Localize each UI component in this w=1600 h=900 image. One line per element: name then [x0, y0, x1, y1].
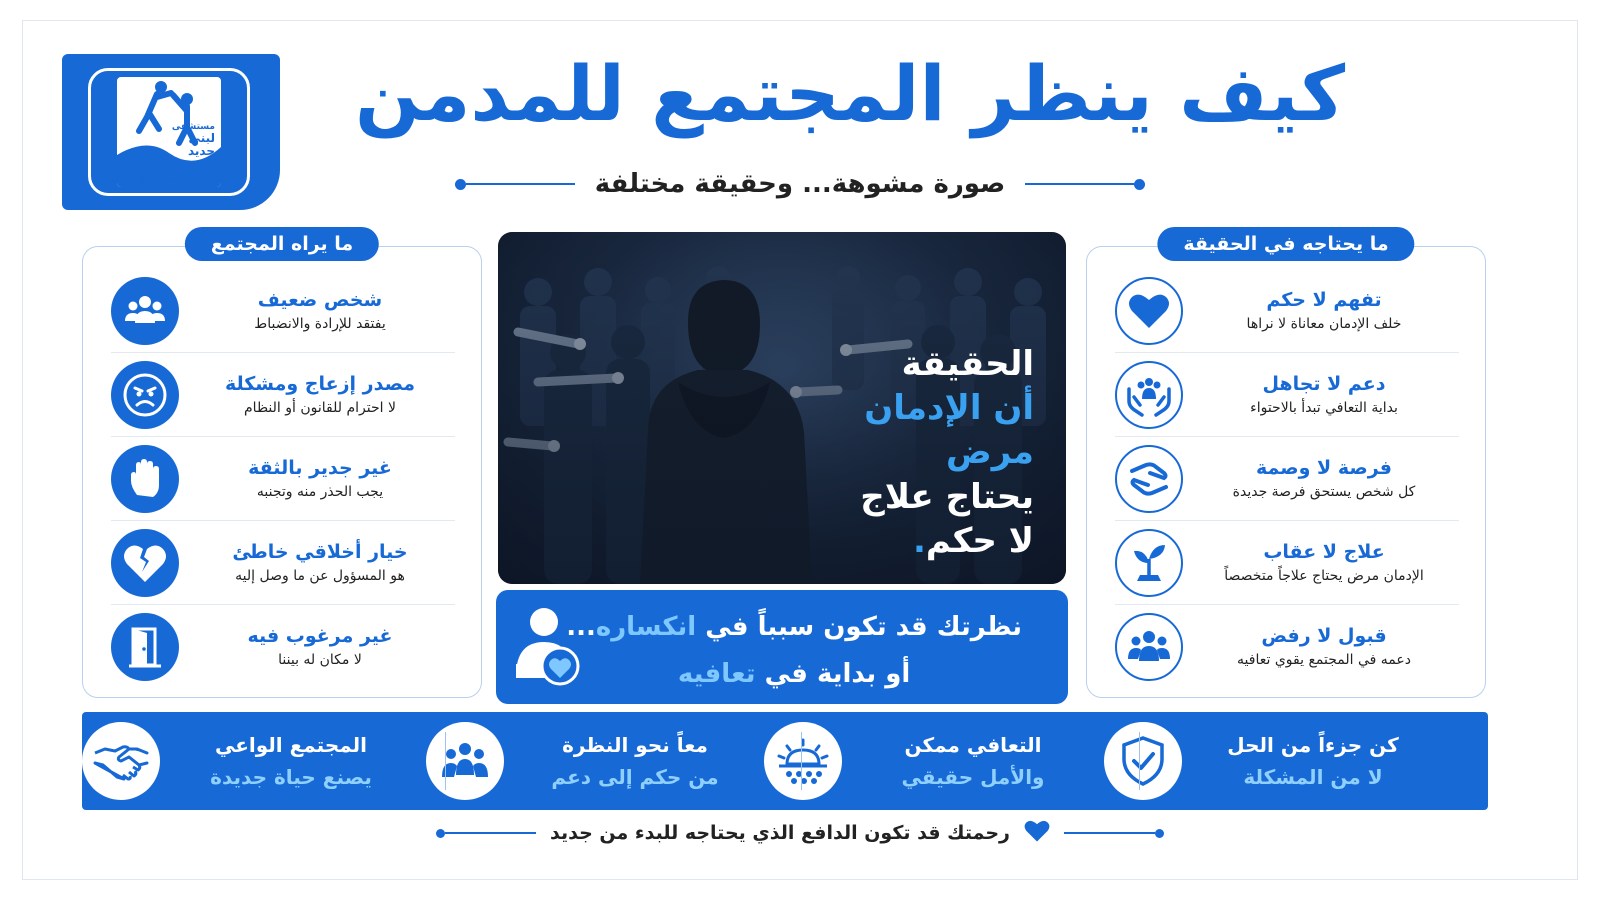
item-desc: لا احترام للقانون أو النظام	[244, 399, 396, 416]
item-title: قبول لا رفض	[1261, 625, 1387, 648]
page-subtitle: صورة مشوهة... وحقيقة مختلفة	[594, 169, 1006, 199]
photo-caption	[860, 342, 1034, 563]
photo-line1: الحقيقة	[901, 344, 1034, 384]
logo-line2: لبنى	[188, 131, 215, 146]
item-desc: يفتقد للإرادة والانضباط	[254, 315, 386, 332]
item-desc: خلف الإدمان معاناة لا نراها	[1246, 315, 1402, 332]
item-desc: لا مكان له بيننا	[278, 651, 362, 668]
item-desc: بداية التعافي تبدأ بالاحتواء	[1250, 399, 1398, 416]
list-item	[1115, 269, 1459, 353]
banner-subtitle: من حكم إلى دعم	[551, 765, 719, 789]
photo-line5: لا حكم	[925, 520, 1034, 561]
item-title: فرصة لا وصمة	[1256, 457, 1392, 480]
stop-hand-icon	[111, 445, 179, 513]
list-item	[1115, 605, 1459, 689]
door-icon	[111, 613, 179, 681]
item-desc: دعمه في المجتمع يقوي تعافيه	[1237, 651, 1411, 668]
banner-subtitle: لا من المشكلة	[1243, 765, 1383, 789]
banner-item	[764, 712, 1104, 810]
list-item	[111, 521, 455, 605]
item-title: مصدر إزعاج ومشكلة	[224, 373, 416, 396]
logo-subtitle: للطب النفسي وعلاج الإدمان	[120, 175, 218, 183]
hospital-logo	[62, 54, 280, 210]
item-title: تفهم لا حكم	[1266, 289, 1382, 312]
heart-icon	[1115, 277, 1183, 345]
list-item	[1115, 521, 1459, 605]
list-item	[1115, 353, 1459, 437]
shield-check-icon	[1104, 722, 1182, 800]
stigma-photo	[498, 232, 1066, 584]
people-icon	[426, 722, 504, 800]
banner-item	[426, 712, 766, 810]
banner-divider	[801, 732, 802, 790]
community-icon	[1115, 613, 1183, 681]
decor-line-left	[436, 829, 536, 838]
footer-heart-icon	[1024, 819, 1050, 847]
item-title: غير جدير بالثقة	[248, 457, 392, 480]
banner-divider	[1139, 732, 1140, 790]
message-box	[496, 590, 1068, 704]
banner-item	[1104, 712, 1444, 810]
banner-title: معاً نحو النظرة	[562, 733, 708, 757]
list-item	[111, 269, 455, 353]
highlight-recovery: تعافيه	[677, 658, 756, 689]
society-view-title: ما يراه المجتمع	[185, 227, 379, 261]
item-title: دعم لا تجاهل	[1262, 373, 1386, 396]
broken-heart-icon	[111, 529, 179, 597]
support-hands-icon	[1115, 361, 1183, 429]
banner-subtitle: والأمل حقيقي	[901, 765, 1045, 789]
banner-title: المجتمع الواعي	[214, 733, 368, 757]
banner-title: كن جزءاً من الحل	[1227, 733, 1399, 757]
society-view-panel	[82, 233, 482, 698]
banner-item	[82, 712, 422, 810]
item-title: غير مرغوب فيه	[247, 625, 393, 648]
message-line1: نظرتك قد تكون سبباً في انكساره...	[566, 612, 1022, 642]
item-title: خيار أخلاقي خاطئ	[232, 541, 408, 564]
real-needs-title: ما يحتاجه في الحقيقة	[1157, 227, 1414, 261]
item-desc: الإدمان مرض يحتاج علاجاً متخصصاً	[1224, 567, 1424, 584]
item-desc: يجب الحذر منه وتجنبه	[256, 483, 384, 500]
angry-face-icon	[111, 361, 179, 429]
sunrise-icon	[764, 722, 842, 800]
helping-hands-icon	[1115, 445, 1183, 513]
logo-line3: جديد	[187, 144, 215, 159]
item-desc: هو المسؤول عن ما وصل إليه	[235, 567, 405, 584]
logo-card	[117, 77, 221, 187]
decor-line-right	[1064, 829, 1164, 838]
banner-title: التعافي ممكن	[904, 733, 1042, 757]
photo-dot: .	[912, 520, 926, 561]
photo-line2: أن الإدمان	[864, 388, 1034, 429]
list-item	[1115, 437, 1459, 521]
bottom-banner	[82, 712, 1488, 810]
sprout-icon	[1115, 529, 1183, 597]
footer-text: رحمتك قد تكون الدافع الذي يحتاجه للبدء من جديد	[550, 822, 1010, 844]
item-title: علاج لا عقاب	[1263, 541, 1385, 564]
decor-line-left	[455, 179, 575, 190]
list-item	[111, 353, 455, 437]
logo-line1: مستشفى	[171, 122, 215, 132]
item-desc: كل شخص يستحق فرصة جديدة	[1232, 483, 1416, 500]
message-line2: أو بداية في تعافيه	[677, 658, 911, 689]
item-title: شخص ضعيف	[257, 289, 383, 312]
group-icon	[111, 277, 179, 345]
page-title: كيف ينظر المجتمع للمدمن	[354, 49, 1346, 138]
highlight-break: انكساره	[595, 612, 697, 642]
footer-row	[400, 816, 1200, 850]
handshake-icon	[82, 722, 160, 800]
real-needs-panel	[1086, 233, 1486, 698]
decor-line-right	[1025, 179, 1145, 190]
banner-divider	[445, 732, 446, 790]
list-item	[111, 605, 455, 689]
subtitle-row	[450, 164, 1150, 204]
photo-line3: مرض	[946, 432, 1034, 473]
banner-subtitle: يصنع حياة جديدة	[210, 765, 372, 789]
list-item	[111, 437, 455, 521]
photo-line4: يحتاج علاج	[860, 476, 1034, 517]
